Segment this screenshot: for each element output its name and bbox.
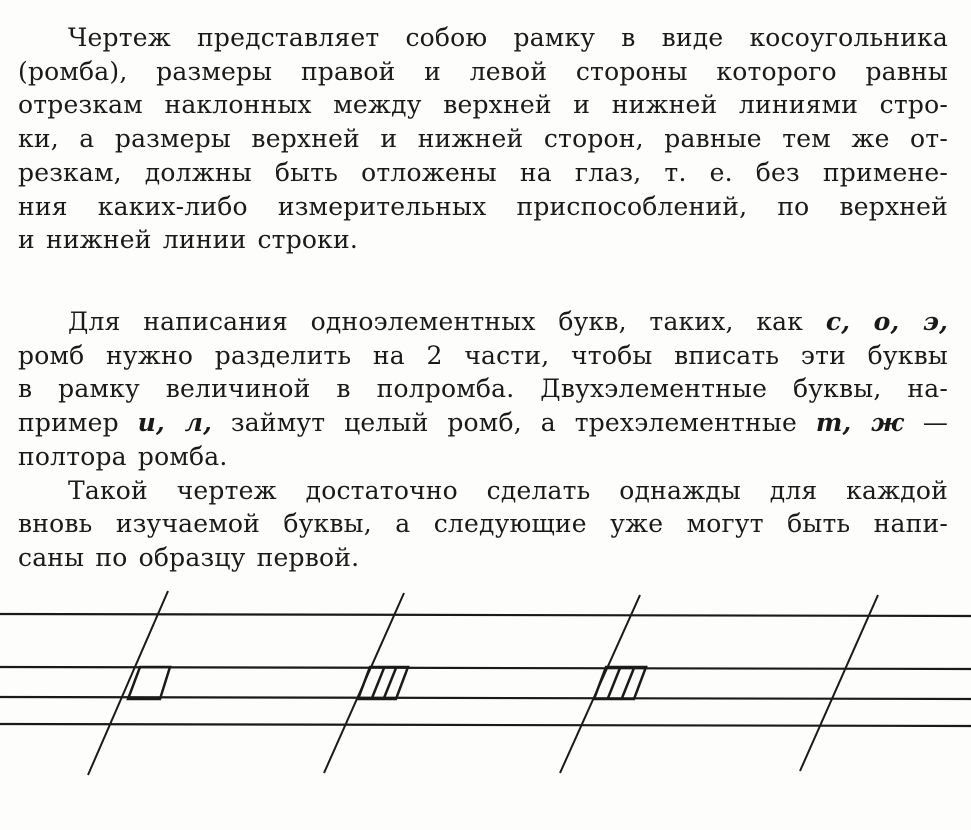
text-line: Чертеж представляет собою рамку в виде косоугольника (68, 23, 948, 52)
text-segment: Для написания одноэлементных букв, таких, как (68, 307, 804, 336)
text-line: отрезкам наклонных между верхней и нижней линиями стро- (18, 90, 948, 120)
text-segment: займут целый ромб, а трехэлементные (230, 408, 797, 438)
example-letters-double: и, л, (137, 408, 212, 438)
text-line: саны по образцу первой. (18, 542, 360, 572)
text-line: (ромба), размеры правой и левой стороны которого равны (18, 56, 948, 86)
rhombus-frame-diagram (0, 585, 971, 785)
writing-lines (0, 614, 971, 726)
text-line: полтора ромба. (18, 441, 228, 471)
top-line (0, 614, 971, 616)
text-segment: пример (18, 408, 119, 438)
text-line (18, 406, 948, 440)
bottom-line (0, 724, 971, 726)
paragraph-letter-elements (18, 305, 948, 575)
text-line: ки, а размеры верхней и нижней сторон, равные тем же от- (18, 124, 948, 154)
example-letters-triple: т, ж (815, 408, 904, 438)
paragraph-diagram-description (18, 21, 948, 257)
half-rhombus-frame (128, 667, 170, 699)
text-line: ния каких-либо измерительных приспособлений, по верхней (18, 191, 948, 221)
text-line: резкам, должны быть отложены на глаз, т. е. без примене- (18, 157, 948, 187)
text-line: в рамку величиной в полромба. Двухэлементные буквы, на- (18, 374, 948, 404)
text-line: ромб нужно разделить на 2 части, чтобы вписать эти буквы (18, 340, 948, 370)
slant-lines (88, 591, 878, 775)
one-and-half-rhombus-frame (594, 667, 646, 699)
example-letters-single: с, о, э, (825, 307, 949, 336)
text-segment: — (922, 408, 949, 438)
slant-line (88, 591, 168, 775)
slant-line (800, 595, 878, 771)
full-rhombus-frame (358, 667, 408, 699)
text-line: и нижней линии строки. (18, 225, 358, 255)
text-line: Такой чертеж достаточно сделать однажды для каждой (68, 475, 948, 505)
text-line: вновь изучаемой буквы, а следующие уже могут быть напи- (18, 509, 948, 539)
text-line (18, 305, 948, 339)
